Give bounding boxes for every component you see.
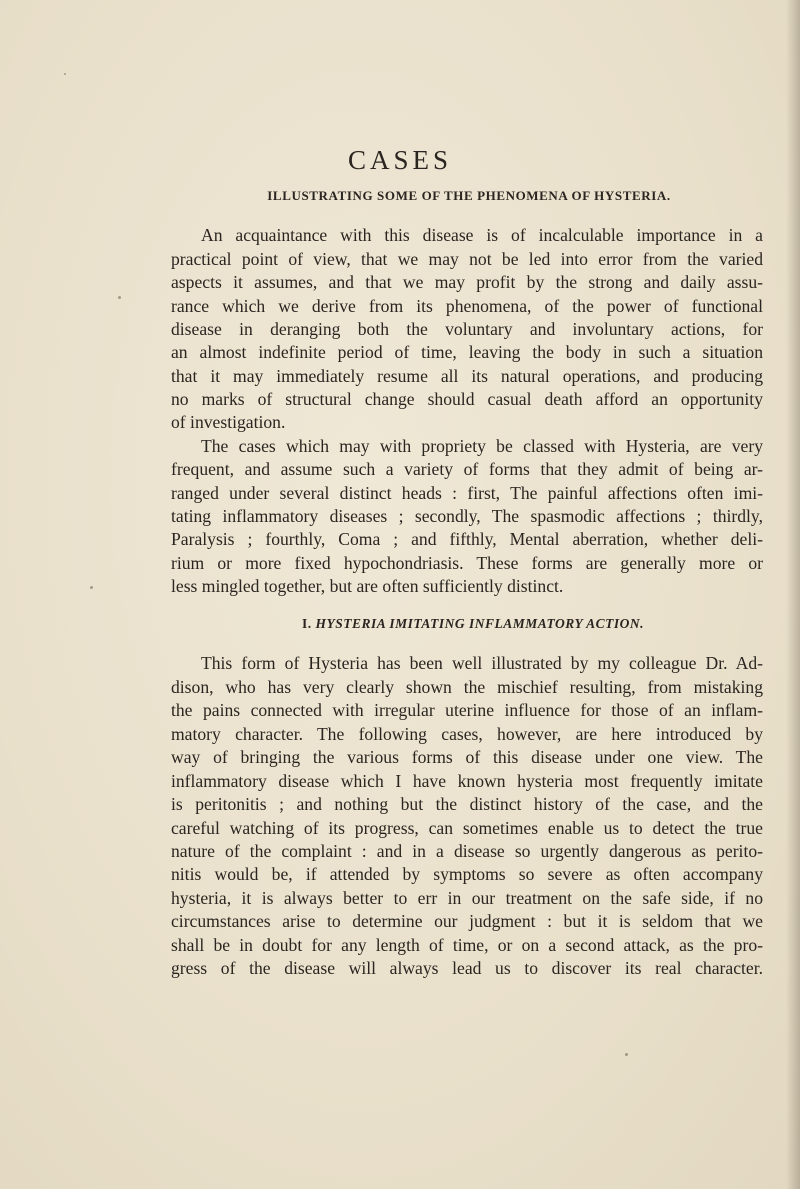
text-line: gress of the disease will always lead us to discover its real character.	[171, 958, 763, 978]
text-line: the pains connected with irregular uterine influence for those of an inflam-	[171, 700, 763, 720]
section-number: I.	[301, 616, 312, 631]
text-line: less mingled together, but are often sufficiently distinct.	[171, 576, 564, 596]
text-line: frequent, and assume such a variety of forms that they admit of being ar-	[171, 459, 763, 479]
text-line: circumstances arise to determine our judgment : but it is seldom that we	[171, 911, 763, 931]
text-line: way of bringing the various forms of this disease under one view. The	[171, 747, 763, 767]
page-title: CASES	[347, 145, 453, 175]
paper-speck	[118, 296, 121, 299]
text-line: ranged under several distinct heads : first, The painful affections often imi-	[171, 483, 763, 503]
paper-speck	[625, 1053, 628, 1056]
text-line: tating inflammatory diseases ; secondly, The spasmodic affections ; thirdly,	[171, 506, 763, 526]
text-line: careful watching of its progress, can sometimes enable us to detect the true	[171, 818, 763, 838]
text-line: This form of Hysteria has been well illustrated by my colleague Dr. Ad-	[201, 653, 763, 673]
text-line: practical point of view, that we may not be led into error from the varied	[171, 249, 763, 269]
text-line: rium or more fixed hypochondriasis. These forms are generally more or	[171, 553, 763, 573]
text-line: nitis would be, if attended by symptoms so severe as often accompany	[171, 864, 763, 884]
page-subtitle: ILLUSTRATING SOME OF THE PHENOMENA OF HYSTERIA.	[267, 188, 671, 203]
text-line: of investigation.	[171, 412, 286, 432]
text-line: aspects it assumes, and that we may profit by the strong and daily assu-	[171, 272, 763, 292]
text-line: nature of the complaint : and in a disease so urgently dangerous as perito-	[171, 841, 763, 861]
text-line: no marks of structural change should casual death afford an opportunity	[171, 389, 763, 409]
text-line: dison, who has very clearly shown the mischief resulting, from mistaking	[171, 677, 763, 697]
section-heading	[0, 615, 800, 633]
paper-speck	[90, 586, 93, 589]
page-edge-shadow	[786, 0, 800, 1189]
text-line: disease in deranging both the voluntary and involuntary actions, for	[171, 319, 763, 339]
text-line: rance which we derive from its phenomena, of the power of functional	[171, 296, 763, 316]
text-line: The cases which may with propriety be classed with Hysteria, are very	[201, 436, 763, 456]
text-line: hysteria, it is always better to err in our treatment on the safe side, if no	[171, 888, 763, 908]
text-line: matory character. The following cases, however, are here introduced by	[171, 724, 763, 744]
section-title: HYSTERIA IMITATING INFLAMMATORY ACTION.	[315, 616, 645, 631]
paper-speck	[64, 73, 66, 75]
text-line: that it may immediately resume all its natural operations, and producing	[171, 366, 763, 386]
text-line: Paralysis ; fourthly, Coma ; and fifthly, Mental aberration, whether deli-	[171, 529, 763, 549]
text-line: An acquaintance with this disease is of incalculable importance in a	[201, 225, 763, 245]
text-line: is peritonitis ; and nothing but the distinct history of the case, and the	[171, 794, 763, 814]
text-line: an almost indefinite period of time, leaving the body in such a situation	[171, 342, 763, 362]
text-line: inflammatory disease which I have known hysteria most frequently imitate	[171, 771, 763, 791]
text-line: shall be in doubt for any length of time, or on a second attack, as the pro-	[171, 935, 763, 955]
